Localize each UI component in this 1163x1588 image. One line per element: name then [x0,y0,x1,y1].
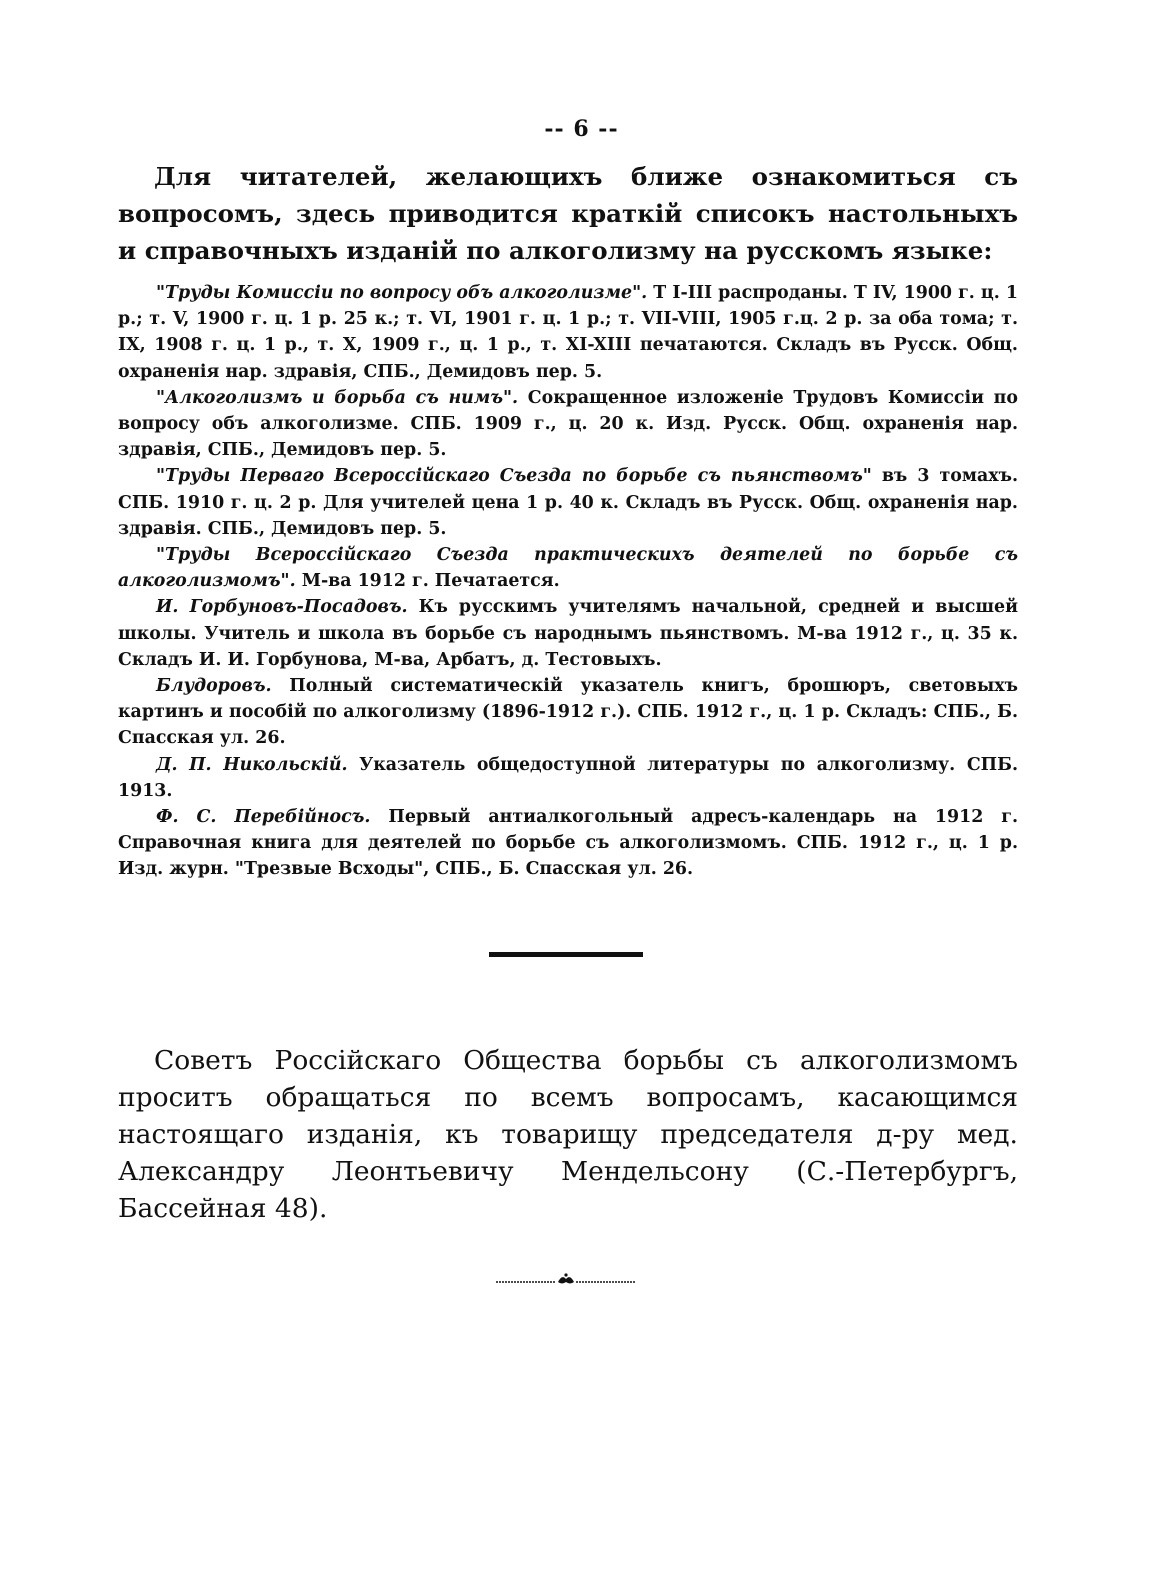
entry-details: Указатель общедоступной литературы по алкоголизму. СПБ. 1913. [118,754,1018,801]
entry-title: Д. П. Никольскій. [156,754,348,775]
ornament-icon [496,1270,636,1290]
entry-details: Сокращенное изложеніе Трудовъ Комиссіи по вопросу объ алкоголизме. СПБ. 1909 г., ц. 20 к. Изд. Русск. Общ. охраненія нар. здравія, СПБ., Демидовъ пер. 5. [118,387,1018,461]
entry-details: Т I-III распроданы. Т IV, 1900 г. ц. 1 р.; т. V, 1900 г. ц. 1 р. 25 к.; т. VI, 1901 г. ц. 1 р.; т. VII-VIII, 1905 г.ц. 2 р. за оба тома; т. IX, 1908 г. ц. 1 р., т. X, 1909 г., ц. 1 р., т. XI-XIII печатаются. Складъ въ Русск. Общ. охраненія нар. здравія, СПБ., Демидовъ пер. 5. [118,283,1018,382]
intro-paragraph: Для читателей, желающихъ ближе ознакомиться съ вопросомъ, здесь приводится краткій списокъ настольныхъ и справочныхъ изданій по алкоголизму на русскомъ языке: [118,162,1018,265]
entry-title: "Труды Комиссіи по вопросу объ алкоголизме". [156,283,648,303]
section-divider [489,952,643,957]
entry-title: И. Горбуновъ-Посадовъ. [156,597,408,618]
notice-paragraph: Советъ Россійскаго Общества борьбы съ алкоголизмомъ проситъ обращаться по всемъ вопросамъ, касающимся настоящаго изданія, къ товарищу председателя д-ру мед. Александру Леонтьевичу Мендельсону (С.-Петербургъ, Бассейная 48). [118,1045,1018,1224]
entry-title: Ф. С. Перебійносъ. [156,807,371,828]
entry-title: "Алкоголизмъ и борьба съ нимъ". [156,387,519,408]
bibliography-entry [118,673,1018,752]
entry-details: Полный систематическій указатель книгъ, брошюръ, световыхъ картинъ и пособій по алкоголизму (1896-1912 г.). СПБ. 1912 г., ц. 1 р. Складъ: СПБ., Б. Спасская ул. 26. [118,676,1018,749]
entry-details: Къ русскимъ учителямъ начальной, средней и высшей школы. Учитель и школа въ борьбе съ народнымъ пьянствомъ. М-ва 1912 г., ц. 35 к. Складъ И. И. Горбунова, М-ва, Арбатъ, д. Тестовыхъ. [118,597,1019,670]
entry-details: М-ва 1912 г. Печатается. [295,571,560,592]
bibliography-entry [118,594,1018,673]
entry-title: "Труды Перваго Всероссійскаго Съезда по борьбе съ пьянствомъ" [156,466,872,487]
entry-details: въ 3 томахъ. СПБ. 1910 г. ц. 2 р. Для учителей цена 1 р. 40 к. Складъ въ Русск. Общ. охраненія нар. здравія. СПБ., Демидовъ пер. 5. [118,466,1018,539]
bibliography-entry [118,752,1018,804]
bibliography-entry [118,280,1018,385]
bibliography-entry [118,385,1018,464]
page-number: -- 6 -- [544,116,619,142]
bibliography-list [118,280,1018,883]
bibliography-entry [118,463,1018,542]
bibliography-entry [118,542,1018,594]
entry-details: Первый антиалкогольный адресъ-календарь на 1912 г. Справочная книга для деятелей по борьбе съ алкоголизмомъ. СПБ. 1912 г., ц. 1 р. Изд. журн. "Трезвые Всходы", СПБ., Б. Спасская ул. 26. [118,807,1018,880]
bibliography-entry [118,804,1018,883]
entry-title: Блудоровъ. [156,676,272,697]
entry-title: "Труды Всероссійскаго Съезда практическихъ деятелей по борьбе съ алкоголизмомъ". [118,545,1018,592]
